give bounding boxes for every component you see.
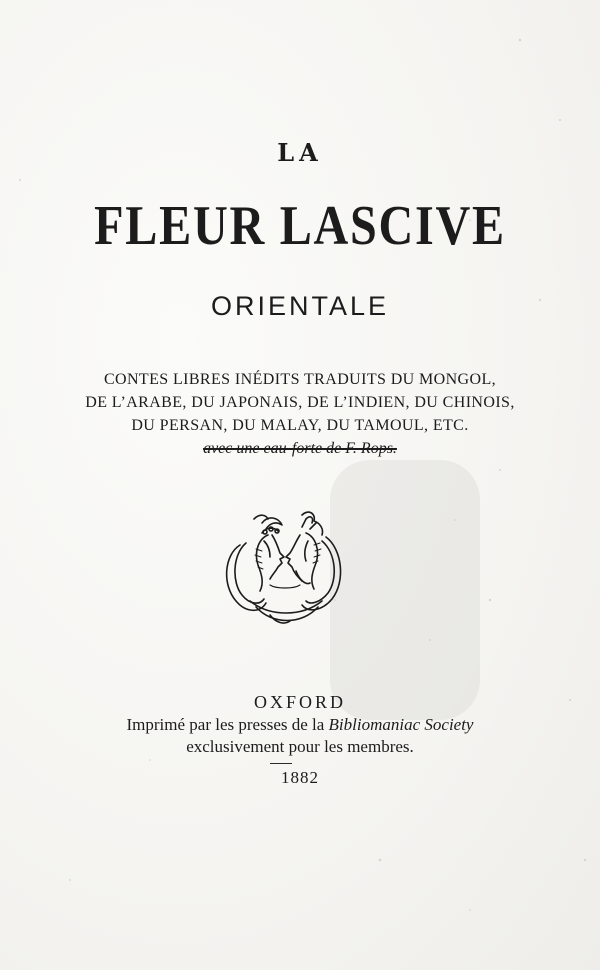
divider-rule xyxy=(270,763,292,764)
contents-line-3: DU PERSAN, DU MALAY, DU TAMOUL, ETC. xyxy=(131,417,469,434)
two-faces-with-ribbon-vignette-icon xyxy=(210,505,360,630)
main-title: FLEUR LASCIVE xyxy=(94,195,506,257)
imprint xyxy=(0,714,600,758)
place-of-printing: OXFORD xyxy=(253,692,346,712)
imprint-prefix: Imprimé par les presses de la xyxy=(126,715,325,734)
publication-year: 1882 xyxy=(281,768,319,787)
struck-etching-note: avec une eau-forte de F. Rops. xyxy=(203,440,397,457)
imprint-line-1 xyxy=(0,714,600,736)
contents-line-2: DE L’ARABE, DU JAPONAIS, DE L’INDIEN, DU CHINOIS, xyxy=(85,394,515,411)
imprint-line-2: exclusivement pour les membres. xyxy=(186,737,414,756)
imprint-society: Bibliomaniac Society xyxy=(328,715,474,734)
contents-line-1: CONTES LIBRES INÉDITS TRADUITS DU MONGOL, xyxy=(103,371,497,388)
title-article: LA xyxy=(277,138,323,167)
subtitle: ORIENTALE xyxy=(210,291,390,321)
contents-description xyxy=(0,368,600,460)
